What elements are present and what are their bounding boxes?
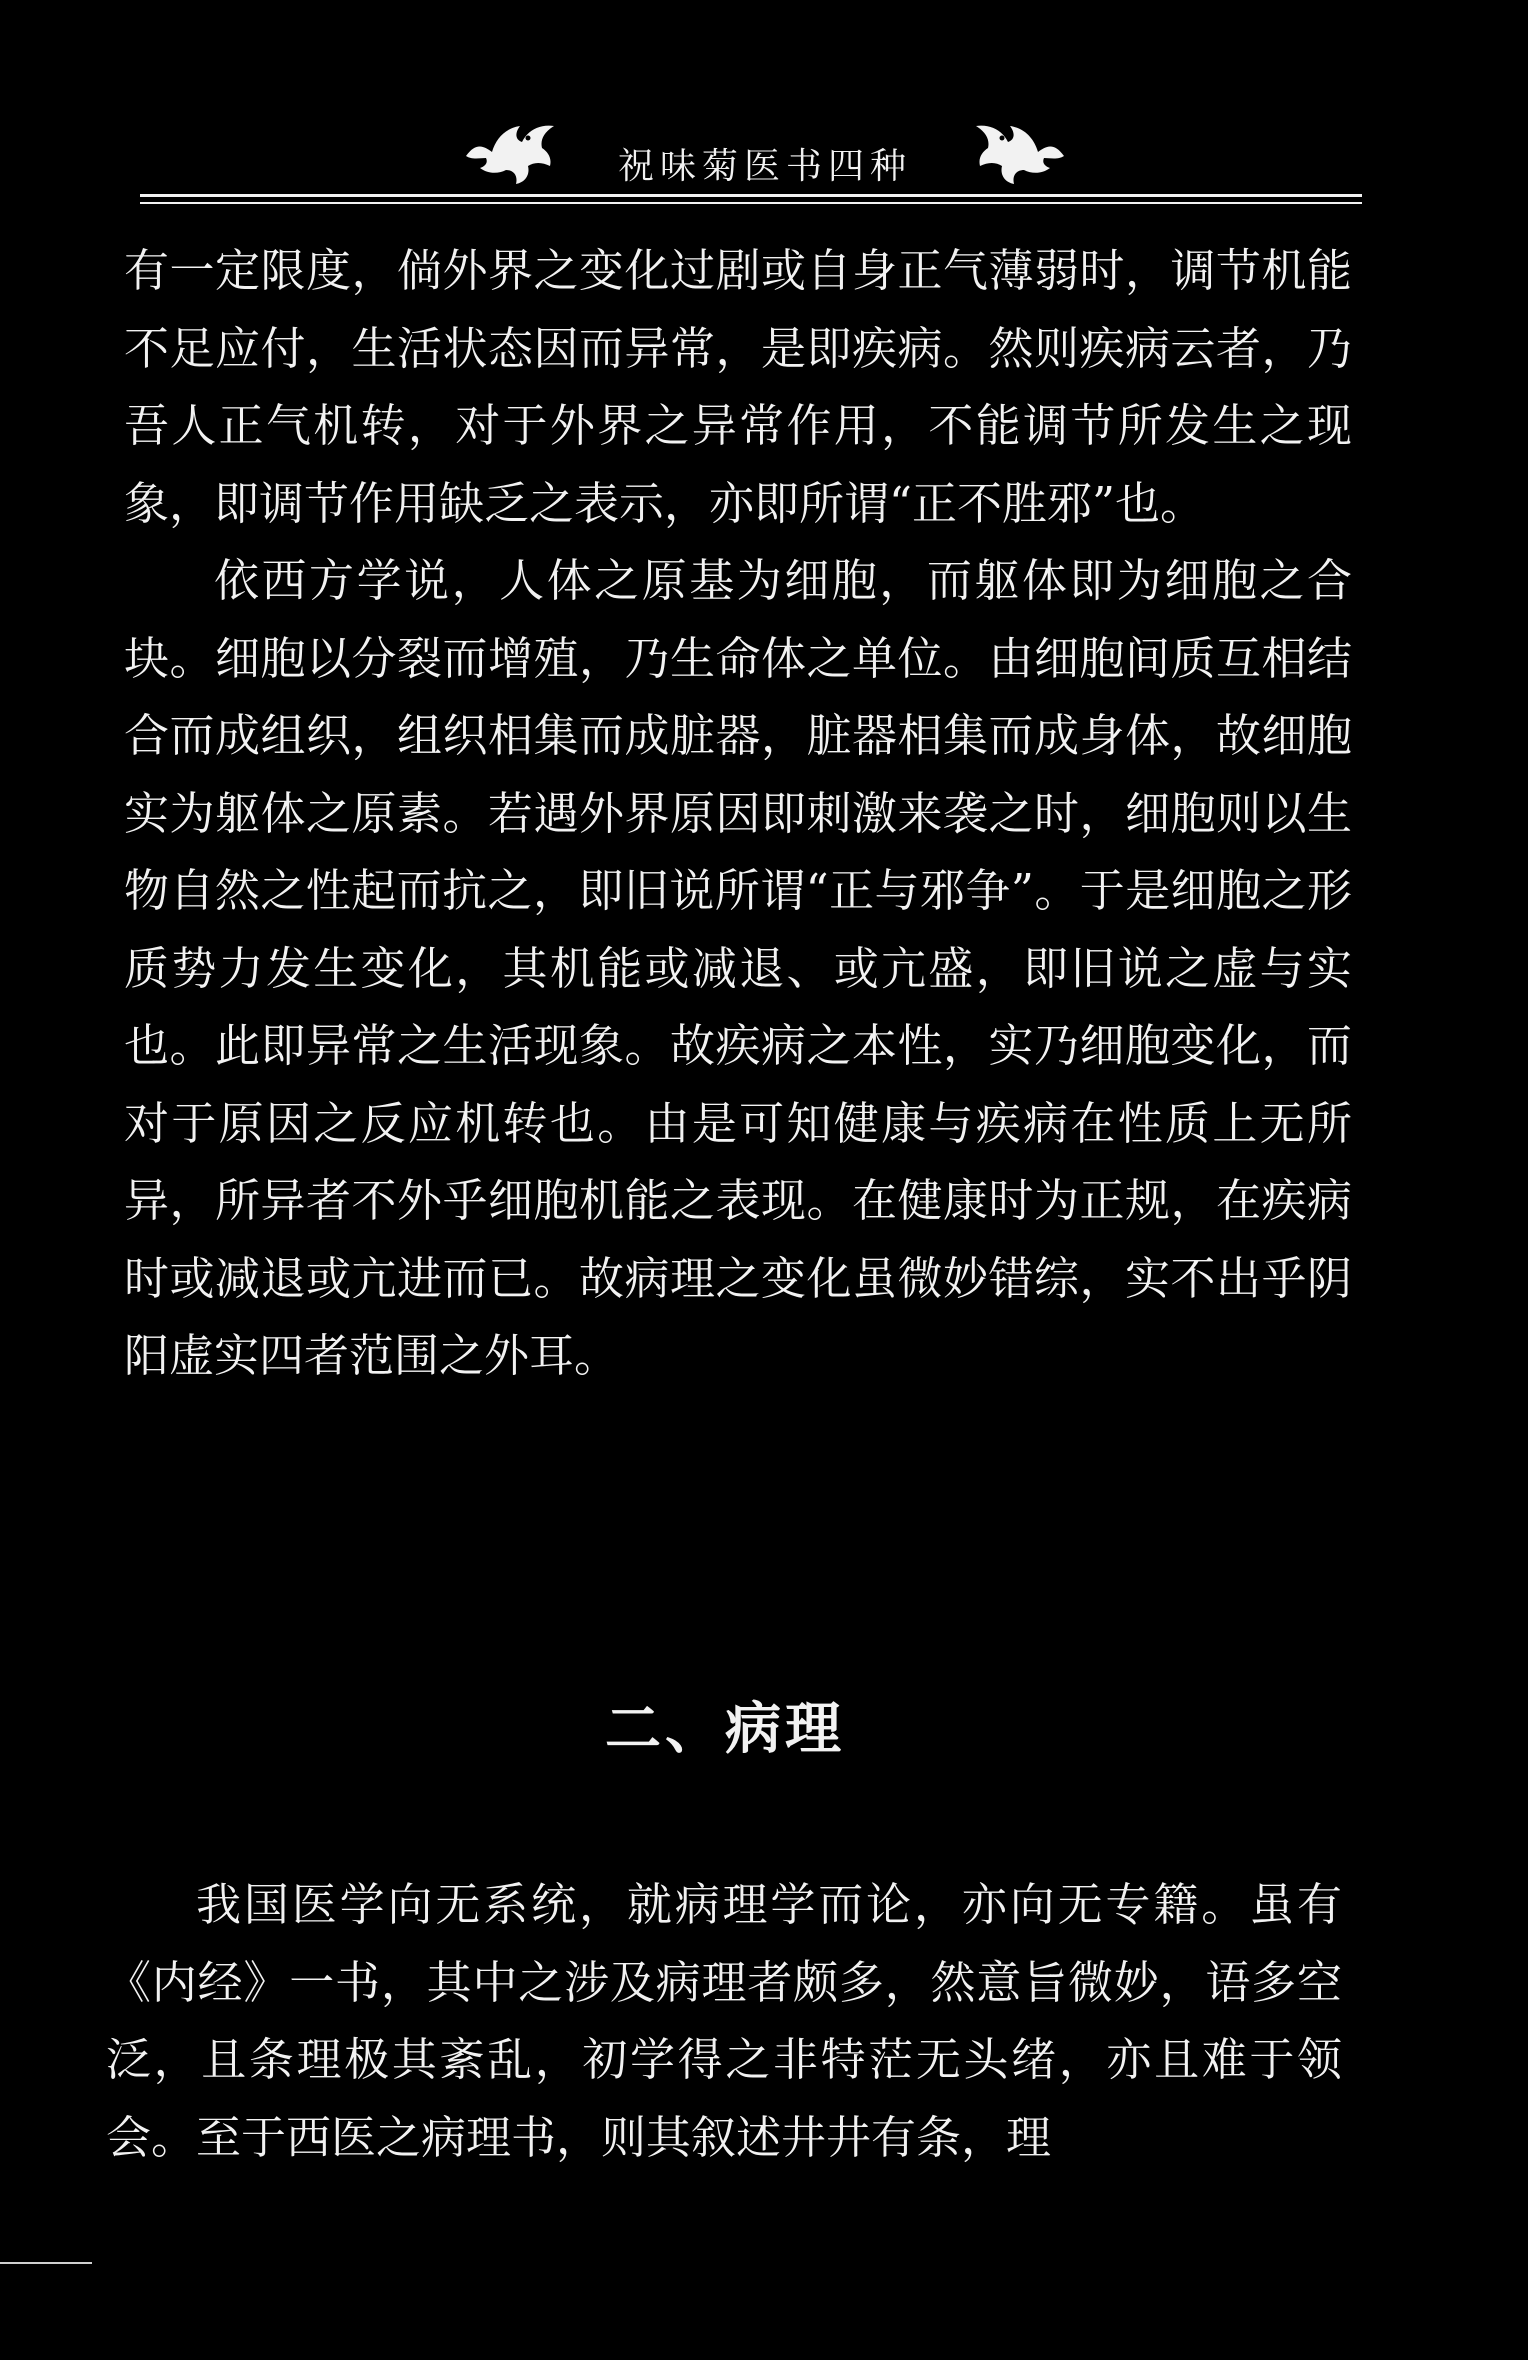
body-text-bottom <box>106 1866 1342 2176</box>
scan-edge-mark <box>0 2262 92 2264</box>
paragraph: 有一定限度，倘外界之变化过剧或自身正气薄弱时，调节机能不足应付，生活状态因而异常，是即疾病。然则疾病云者，乃吾人正气机转，对于外界之异常作用，不能调节所发生之现象，即调节作用缺乏之表示，亦即所谓“正不胜邪”也。 <box>124 244 1352 530</box>
section-heading: 二、病理 <box>605 1696 845 1762</box>
header-rule-thin <box>140 202 1362 204</box>
running-header <box>0 108 1528 188</box>
header-title: 祝味菊医书四种 <box>617 146 912 187</box>
phoenix-ornament-icon <box>462 112 558 188</box>
phoenix-ornament-icon <box>972 112 1068 188</box>
paragraph: 依西方学说，人体之原基为细胞，而躯体即为细胞之合块。细胞以分裂而增殖，乃生命体之单位。由细胞间质互相结合而成组织，组织相集而成脏器，脏器相集而成身体，故细胞实为躯体之原素。若遇外界原因即刺激来袭之时，细胞则以生物自然之性起而抗之，即旧说所谓“正与邪争”。于是细胞之形质势力发生变化，其机能或减退、或亢盛，即旧说之虚与实也。此即异常之生活现象。故疾病之本性，实乃细胞变化，而对于原因之反应机转也。由是可知健康与疾病在性质上无所异，所异者不外乎细胞机能之表现。在健康时为正规，在疾病时或减退或亢进而已。故病理之变化虽微妙错综，实不出乎阴阳虚实四者范围之外耳。 <box>124 554 1352 1382</box>
paragraph: 我国医学向无系统，就病理学而论，亦向无专籍。虽有《内经》一书，其中之涉及病理者颇多，然意旨微妙，语多空泛，且条理极其紊乱，初学得之非特茫无头绪，亦且难于领会。至于西医之病理书，则其叙述井井有条，理 <box>106 1878 1342 2164</box>
body-text-top <box>124 232 1352 1395</box>
header-rule <box>140 194 1362 197</box>
